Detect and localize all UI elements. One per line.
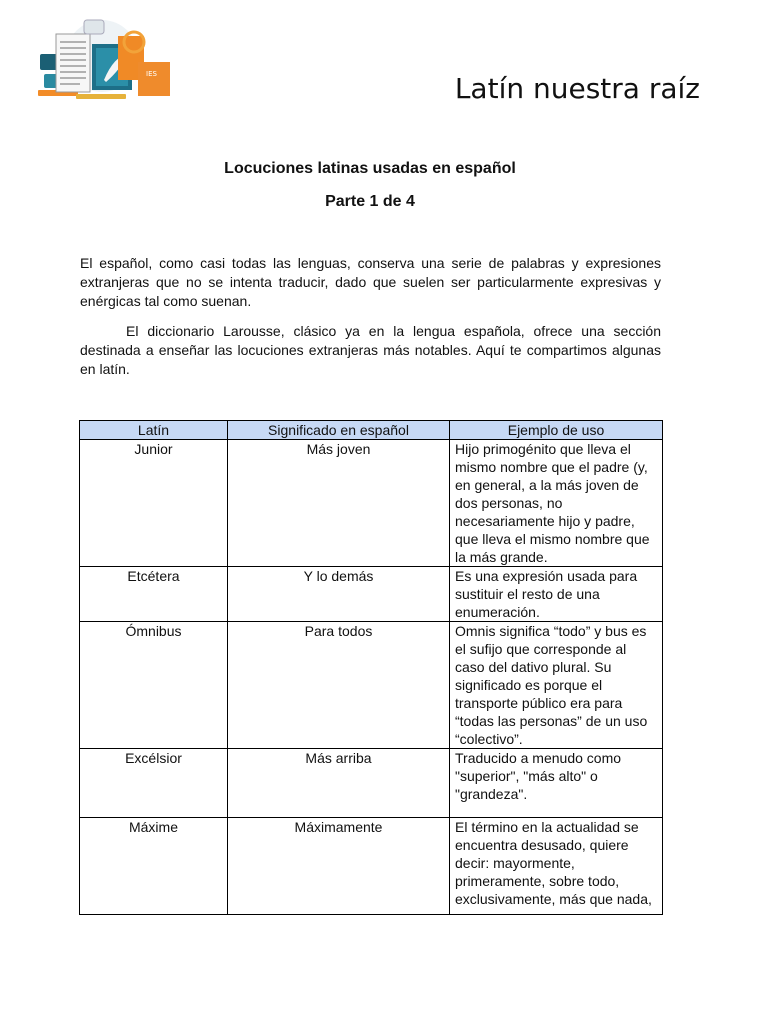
cell-example: Hijo primogénito que lleva el mismo nombre que el padre (y, en general, a la más joven de dos personas, no necesariamente hijo y padre, que lleva el mismo nombre que la más grande.: [450, 440, 663, 567]
intro-paragraph: El español, como casi todas las lenguas, conserva una serie de palabras y expresiones extranjeras que no se intenta traducir, dado que suelen ser particularmente expresivas y enérgicas tal como suenan.: [80, 255, 661, 309]
brand-title: Latín nuestra raíz: [454, 72, 700, 105]
cell-example: El término en la actualidad se encuentra desusado, quiere decir: mayormente, primeramente, sobre todo, exclusivamente, más que nada,: [450, 818, 663, 915]
cell-meaning: Más arriba: [228, 749, 450, 818]
cell-meaning: Máximamente: [228, 818, 450, 915]
document-subtitle: Parte 1 de 4: [325, 193, 415, 210]
cell-example: Traducido a menudo como "superior", "más alto" o "grandeza".: [450, 749, 663, 818]
cell-meaning: Más joven: [228, 440, 450, 567]
cell-example: Es una expresión usada para sustituir el resto de una enumeración.: [450, 567, 663, 622]
table-row: [80, 818, 663, 915]
table-row: [80, 567, 663, 622]
header-example: Ejemplo de uso: [450, 421, 663, 440]
cell-meaning: Y lo demás: [228, 567, 450, 622]
cell-latin: Etcétera: [80, 567, 228, 622]
cell-latin: Junior: [80, 440, 228, 567]
table-row: [80, 749, 663, 818]
logo: [36, 14, 176, 102]
header-meaning: Significado en español: [228, 421, 450, 440]
cell-example: Omnis significa “todo” y bus es el sufijo que corresponde al caso del dativo plural. Su significado es porque el transporte público era para “todas las personas” de un uso “colectivo”.: [450, 622, 663, 749]
table-row: [80, 622, 663, 749]
svg-text:IES: IES: [146, 70, 157, 78]
cell-latin: Ómnibus: [80, 622, 228, 749]
document-title: Locuciones latinas usadas en español: [224, 160, 516, 177]
locutions-table: [79, 420, 663, 915]
table-header-row: [80, 421, 663, 440]
cell-latin: Excélsior: [80, 749, 228, 818]
cell-meaning: Para todos: [228, 622, 450, 749]
cell-latin: Máxime: [80, 818, 228, 915]
header-latin: Latín: [80, 421, 228, 440]
larousse-paragraph: El diccionario Larousse, clásico ya en la lengua española, ofrece una sección destinada a enseñar las locuciones extranjeras más notables. Aquí te compartimos algunas en latín.: [80, 323, 661, 377]
table-row: [80, 440, 663, 567]
